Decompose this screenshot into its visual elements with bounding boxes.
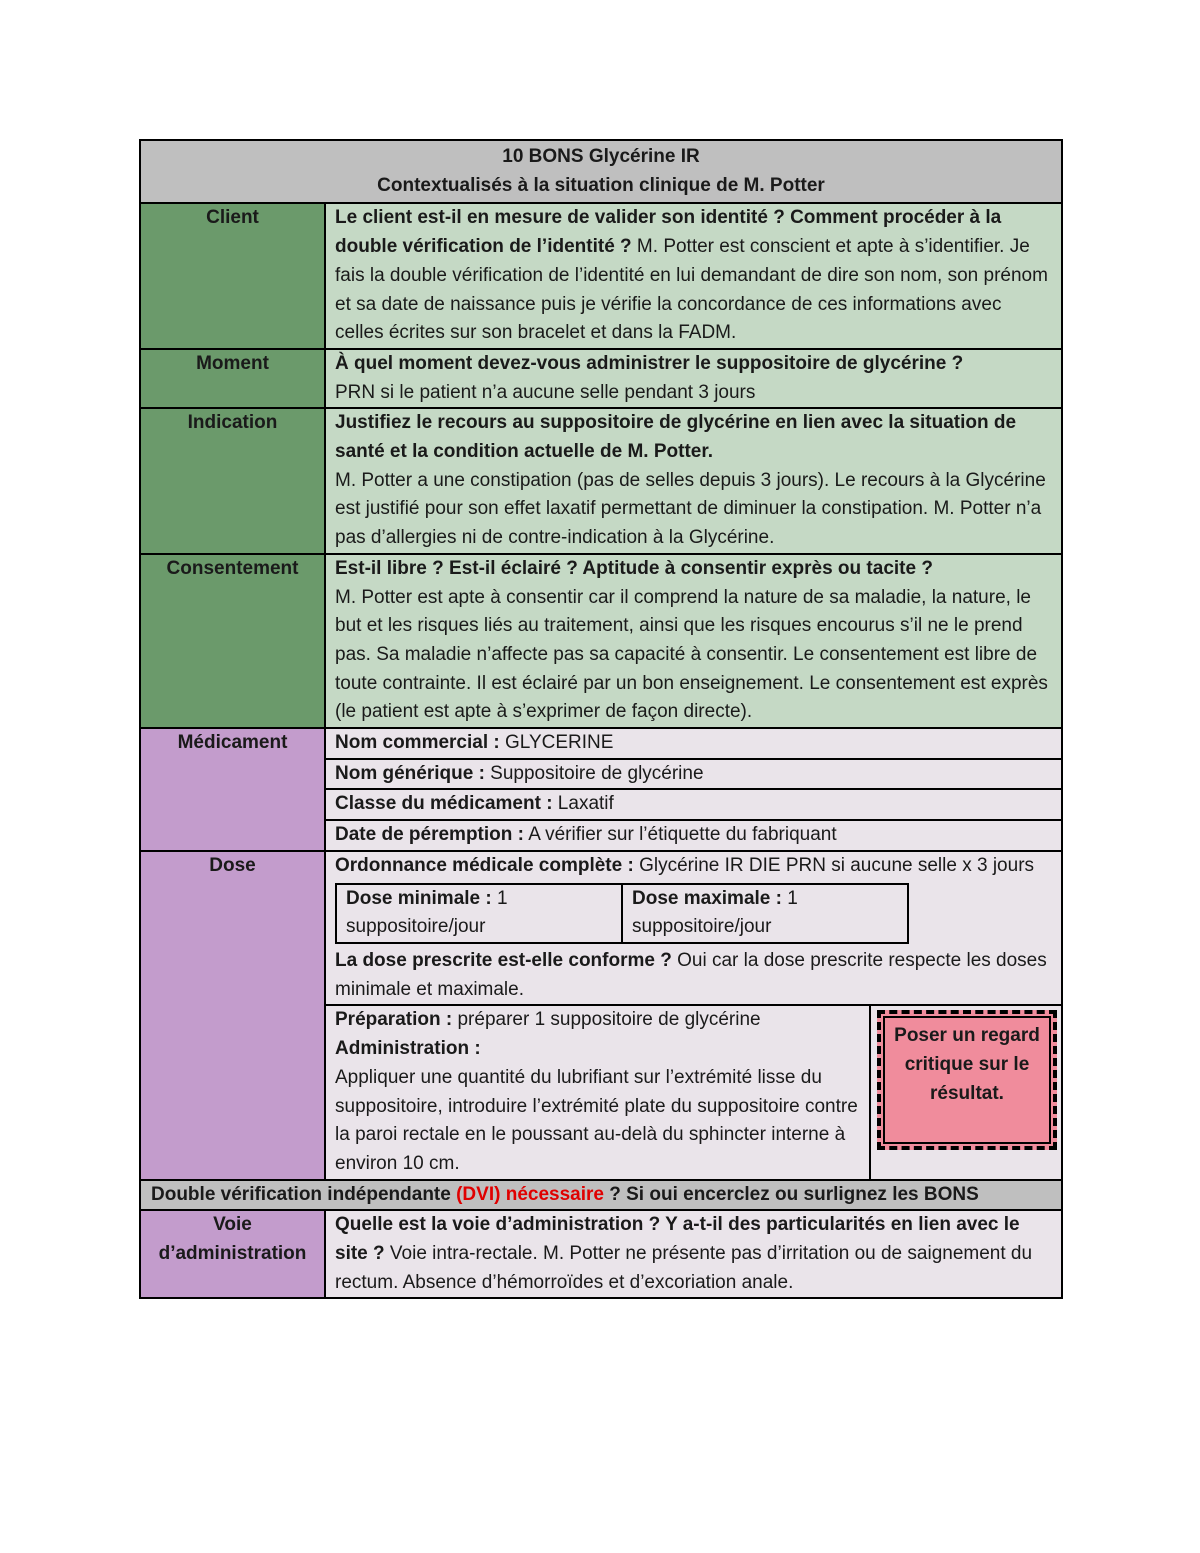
document <box>139 139 1061 1299</box>
nom-commercial-value: GLYCERINE <box>499 732 614 754</box>
dose-min-value: 1 suppositoire/jour <box>346 887 508 938</box>
dvi-band <box>140 1180 1062 1211</box>
preparation-label: Préparation : <box>335 1009 453 1031</box>
nom-commercial-line <box>326 729 1061 758</box>
indication-question: Justifiez le recours au suppositoire de glycérine en lien avec la situation de santé et la condition actuelle de M. Potter. <box>335 412 1017 463</box>
warning-column <box>869 1006 1061 1178</box>
dose-min-cell <box>336 884 622 943</box>
dvi-text-3: ? Si oui encerclez ou surlignez les BONS <box>603 1183 979 1205</box>
client-question: Le client est-il en mesure de valider son identité ? Comment procéder à la double vérification de l’identité ? <box>335 207 1002 258</box>
preparation-text <box>326 1006 869 1178</box>
row-medicament <box>140 728 1062 851</box>
subtitle-line: Contextualisés à la situation clinique de M. Potter <box>377 174 825 196</box>
content-medicament <box>325 728 1062 851</box>
ordonnance-line <box>326 852 1061 881</box>
voie-question: Quelle est la voie d’administration ? Y a-t-il des particularités en lien avec le site ? <box>335 1214 1020 1265</box>
peremption-label: Date de péremption : <box>335 824 524 846</box>
preparation-section <box>326 1004 1061 1178</box>
peremption-value: A vérifier sur l’étiquette du fabriquant <box>523 824 837 846</box>
consentement-answer: M. Potter est apte à consentir car il comprend la nature de sa maladie, la nature, le but et les risques liés au traitement, ainsi que les risques encourus s’il ne le prend pas. Sa maladie n’affecte pas sa capacité à consentir. Le consentement est libre de toute contrainte. Il est éclairé par un bon enseignement. Le consentement est exprès (le patient est apte à s’exprimer de façon directe). <box>335 586 1048 723</box>
administration-label: Administration : <box>335 1038 481 1060</box>
ordonnance-label: Ordonnance médicale complète : <box>335 854 634 876</box>
consentement-question: Est-il libre ? Est-il éclairé ? Aptitude à consentir exprès ou tacite ? <box>335 557 933 579</box>
table-title <box>140 140 1062 203</box>
row-client <box>140 203 1062 349</box>
content-indication <box>325 408 1062 554</box>
ordonnance-value: Glycérine IR DIE PRN si aucune selle x 3 jours <box>633 854 1035 876</box>
classe-label: Classe du médicament : <box>335 793 553 815</box>
label-indication: Indication <box>140 408 325 554</box>
classe-line <box>326 788 1061 819</box>
bons-table <box>139 139 1063 1299</box>
row-consentement <box>140 554 1062 728</box>
nom-generique-line <box>326 758 1061 789</box>
administration-value: Appliquer une quantité du lubrifiant sur l’extrémité lisse du suppositoire, introduire l’extrémité plate du suppositoire contre la paroi rectale en le poussant au-delà du sphincter interne à environ 10 cm. <box>335 1066 858 1174</box>
nom-generique-label: Nom générique : <box>335 762 485 784</box>
label-dose: Dose <box>140 851 325 1180</box>
row-moment <box>140 349 1062 408</box>
dose-range <box>326 883 1061 944</box>
moment-answer: PRN si le patient n’a aucune selle pendant 3 jours <box>335 381 756 403</box>
conforme-question: La dose prescrite est-elle conforme ? <box>335 949 672 971</box>
label-moment: Moment <box>140 349 325 408</box>
row-dvi <box>140 1180 1062 1211</box>
title-line: 10 BONS Glycérine IR <box>502 146 700 167</box>
content-dose <box>325 851 1062 1180</box>
content-moment <box>325 349 1062 408</box>
row-voie <box>140 1210 1062 1298</box>
dvi-text-highlight: (DVI) nécessaire <box>456 1183 604 1205</box>
title-row <box>140 140 1062 203</box>
label-voie: Voie d’administration <box>140 1210 325 1298</box>
row-indication <box>140 408 1062 554</box>
classe-value: Laxatif <box>552 793 614 815</box>
dose-max-cell <box>622 884 908 943</box>
dvi-text-1: Double vérification indépendante <box>151 1183 457 1205</box>
preparation-value: préparer 1 suppositoire de glycérine <box>452 1009 761 1031</box>
dose-min-label: Dose minimale : <box>346 887 492 909</box>
content-client <box>325 203 1062 349</box>
conforme-answer: Oui car la dose prescrite respecte les doses minimale et maximale. <box>335 949 1047 1000</box>
moment-question: À quel moment devez-vous administrer le suppositoire de glycérine ? <box>335 352 964 374</box>
peremption-line <box>326 819 1061 850</box>
content-consentement <box>325 554 1062 728</box>
label-client: Client <box>140 203 325 349</box>
content-voie <box>325 1210 1062 1298</box>
dose-max-label: Dose maximale : <box>632 887 782 909</box>
voie-answer: Voie intra-rectale. M. Potter ne présente pas d’irritation ou de saignement du rectum. Absence d’hémorroïdes et d’excoriation anale. <box>335 1243 1033 1293</box>
dose-range-table <box>335 883 909 944</box>
dose-max-value: 1 suppositoire/jour <box>632 887 798 938</box>
conforme-line <box>326 947 1061 1004</box>
row-dose <box>140 851 1062 1180</box>
label-consentement: Consentement <box>140 554 325 728</box>
indication-answer: M. Potter a une constipation (pas de selles depuis 3 jours). Le recours à la Glycérine est justifié pour son effet laxatif permettant de diminuer la constipation. M. Potter n’a pas d’allergies ni de contre-indication à la Glycérine. <box>335 469 1046 549</box>
warning-box: Poser un regard critique sur le résultat. <box>877 1010 1057 1150</box>
label-medicament: Médicament <box>140 728 325 851</box>
nom-commercial-label: Nom commercial : <box>335 732 500 754</box>
client-answer: M. Potter est conscient et apte à s’identifier. Je fais la double vérification de l’identité en lui demandant de dire son nom, son prénom et sa date de naissance puis je vérifie la concordance de ces informations avec celles écrites sur son bracelet et dans la FADM. <box>335 236 1048 344</box>
nom-generique-value: Suppositoire de glycérine <box>484 762 704 784</box>
